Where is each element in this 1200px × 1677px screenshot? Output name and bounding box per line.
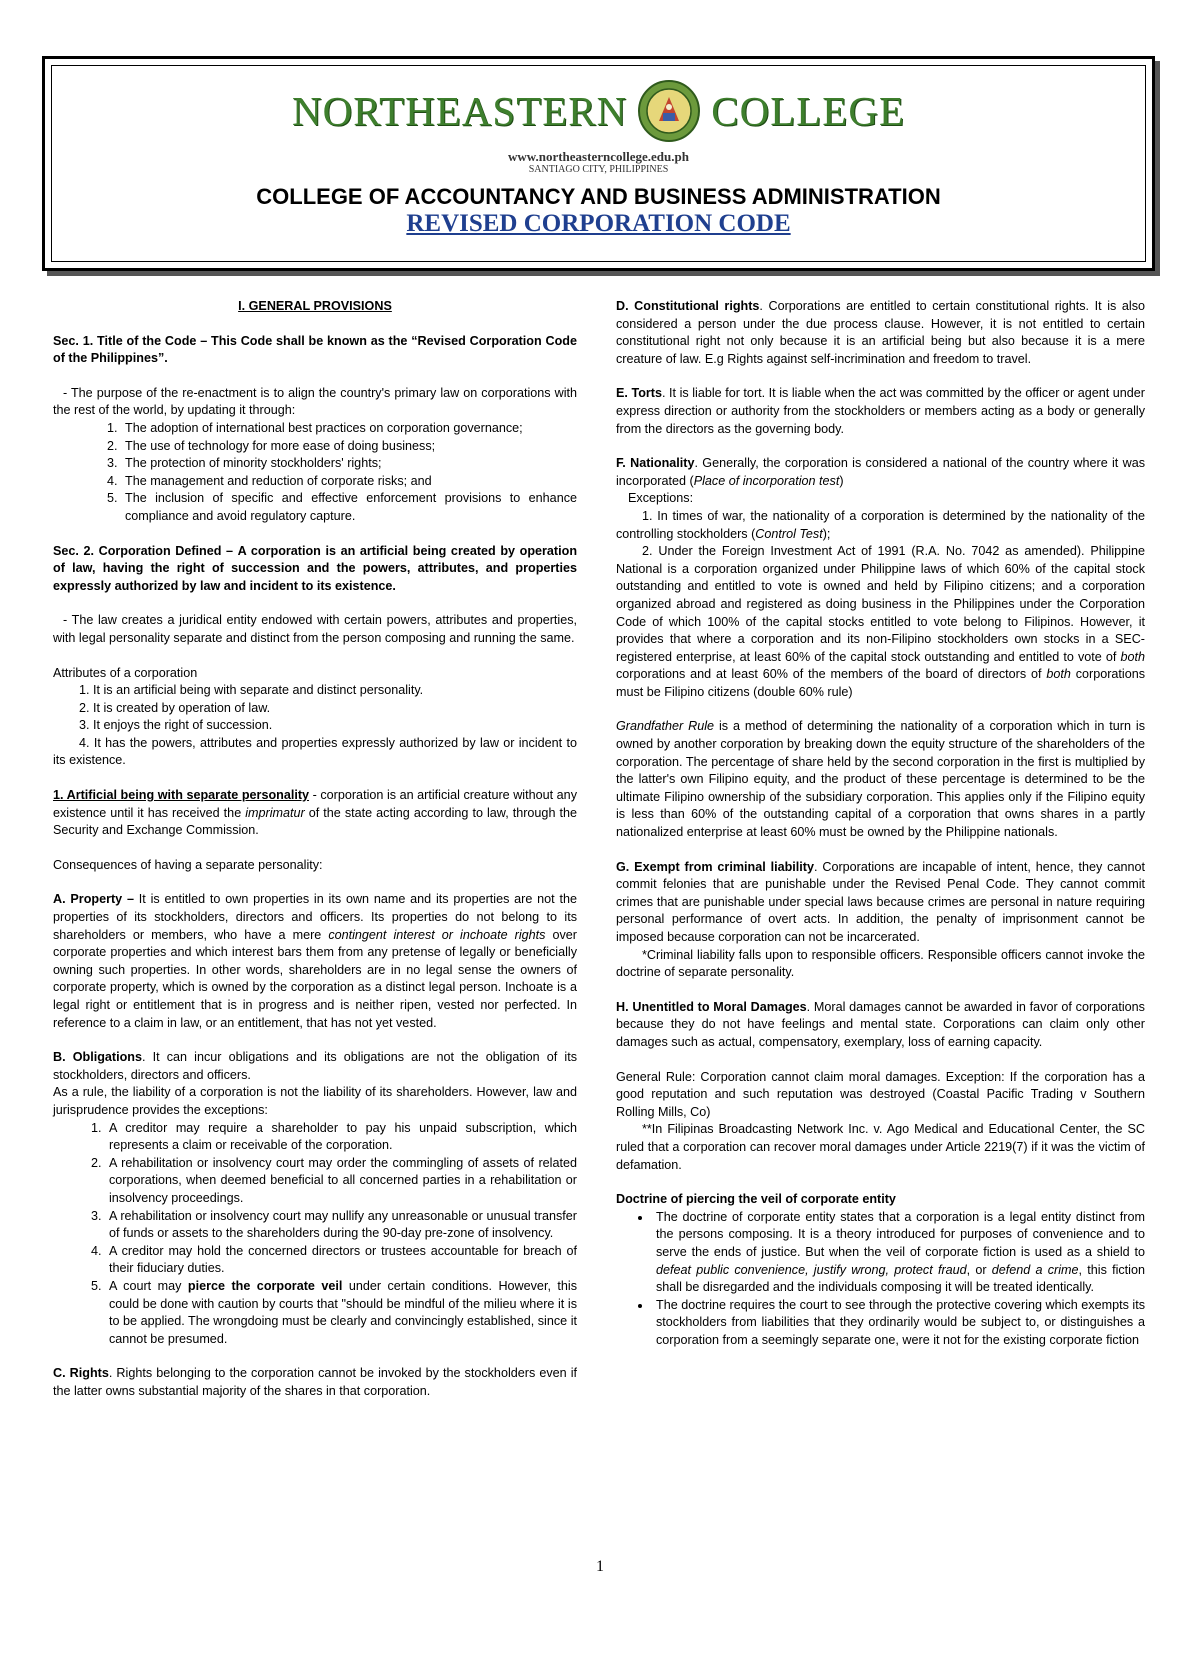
law-creates-paragraph: - The law creates a juridical entity endowed with certain powers, attributes and properties, with legal personality separate and distinct from the person composing and running the same. [53, 613, 577, 645]
doctrine-text: , this fiction shall be disregarded and the individuals composing it will be treated identically. [656, 1262, 1145, 1295]
page-number: 1 [596, 1558, 604, 1575]
list-item: 4. A creditor may hold the concerned directors or trustees accountable for breach of their fiduciary duties. [105, 1243, 577, 1278]
list-item: 2. The use of technology for more ease of doing business; [121, 438, 577, 456]
exception-war [616, 508, 1145, 543]
exception-text: A court may [109, 1278, 188, 1293]
sec2-title: Sec. 2. Corporation Defined – [53, 543, 234, 558]
grandfather-paragraph [616, 718, 1145, 841]
logo-word-right: COLLEGE [711, 88, 905, 134]
doctrine-text: , or [966, 1262, 992, 1277]
property-text: It is entitled to own properties in its own name and its properties are not the properties of its stockholders, directors and officers. Its properties do not belong to its shareholders or members, who have a mere [53, 892, 577, 942]
purpose-intro: - The purpose of the re-enactment is to align the country's primary law on corporations with the rest of the world, by updating it through: [53, 385, 577, 418]
list-item: 4. The management and reduction of corporate risks; and [121, 473, 577, 491]
doctrine-list [616, 1209, 1145, 1350]
criminal-note: *Criminal liability falls upon to responsible officers. Responsible officers cannot invoke the doctrine of separate personality. [616, 947, 1145, 980]
list-item: • The doctrine requires the court to see through the protective covering which exempts its stockholders from liabilities that they ordinarily would be subject to, or distinguishes a corporation from a seemingly separate one, were it not for the existing corporate fiction [652, 1297, 1145, 1350]
doctrine-italic: defend a crime [991, 1262, 1079, 1277]
obligations-paragraph [53, 1049, 577, 1084]
doctrine-text: The doctrine of corporate entity states that a corporation is a legal entity distinct from the persons composing. It is a theory introduced for purposes of convenience and to serve the ends of justice. But when the veil of corporate fiction is used as a shield to [656, 1209, 1145, 1259]
list-item: 3. A rehabilitation or insolvency court may nullify any unreasonable or unusual transfer of funds or assets to the shareholders during the 90-day pre-zone of insolvency. [105, 1208, 577, 1243]
attribute-item: 1. It is an artificial being with separate and distinct personality. [79, 683, 424, 698]
property-text: over corporate properties and which interest bars them from any pretense of legally or beneficially owning such properties. In other words, shareholders are in no legal sense the owners of corporate property, which is owned by the corporation as a distinct legal person. Inchoate is a legal right or entitlement that is in progress and is neither ripen, vested nor perfected. In reference to a claim in law, or an entitlement, that has not yet vested. [53, 927, 577, 1030]
list-item: 1. The adoption of international best practices on corporation governance; [121, 420, 577, 438]
control-test-term: Control Test [755, 526, 823, 541]
constitutional-label: D. Constitutional rights [616, 299, 760, 313]
exception-text: under certain conditions. However, this could be done with caution by courts that "should be mindful of the milieu where it is to be applied. The wrongdoing must be clearly and convincingly established, since it cannot be presumed. [109, 1278, 577, 1346]
nationality-text: . Generally, the corporation is considered a national of the country where it was incorporated ( [616, 456, 1146, 488]
rights-label: C. Rights [53, 1366, 109, 1381]
artificial-being-paragraph [53, 787, 577, 840]
sec1-title: Sec. 1. Title of the Code – This Code shall be known as the “Revised Corporation Code of the Philippines”. [53, 333, 577, 366]
exempt-paragraph [616, 859, 1145, 947]
incorporation-test-term: Place of incorporation test [693, 473, 840, 488]
exceptions-list [53, 1120, 577, 1349]
attribute-item: 3. It enjoys the right of succession. [79, 718, 273, 733]
college-seal-icon [637, 79, 701, 143]
constitutional-paragraph [616, 298, 1145, 368]
logo-word-left: NORTHEASTERN [291, 88, 628, 134]
torts-label: E. Torts [616, 386, 662, 401]
general-rule: General Rule: Corporation cannot claim moral damages. Exception: If the corporation has a good reputation and such reputation was destroyed (Coastal Pacific Trading v Southern Rolling Mills, Co) [616, 1069, 1145, 1119]
section-heading: I. GENERAL PROVISIONS [238, 299, 392, 313]
website-block [52, 150, 1145, 176]
obligations-rule: As a rule, the liability of a corporation is not the liability of its shareholders. However, law and jurisprudence provides the exceptions: [53, 1085, 577, 1117]
obligations-text: . It can incur obligations and its obligations are not the obligation of its stockholders, directors and officers. [53, 1050, 578, 1082]
property-paragraph [53, 891, 577, 1032]
list-item: 5. The inclusion of specific and effective enforcement provisions to enhance compliance and avoid regulatory capture. [121, 490, 577, 525]
filipinas-note: **In Filipinas Broadcasting Network Inc. v. Ago Medical and Educational Center, the SC ruled that a corporation can recover moral damages under Article 2219(7) if it was the victim of defamation. [616, 1122, 1145, 1172]
college-city: SANTIAGO CITY, PHILIPPINES [528, 164, 669, 175]
constitutional-text: . Corporations are entitled to certain constitutional rights. It is also considered a person under the due process clause. However, it is not entitled to certain constitutional right not only because it is an artificial being but also because it is a mere creature of law. E.g Rights against self-incrimination and freedom to travel. [616, 299, 1145, 366]
attribute-item: 4. It has the powers, attributes and properties expressly authorized by law or incident to its existence. [53, 735, 577, 768]
exception-fia [616, 543, 1145, 701]
college-name: COLLEGE OF ACCOUNTANCY AND BUSINESS ADMINISTRATION [256, 184, 941, 209]
header-inner-frame [51, 65, 1146, 262]
left-column [53, 298, 577, 1417]
moral-damages-text: . Moral damages cannot be awarded in favor of corporations because they do not have feelings and mental state. Corporations can claim only other damages such as actual, compensatory, exemplary, loss of earning capacity. [616, 999, 1145, 1049]
attributes-title: Attributes of a corporation [53, 665, 198, 680]
property-label: A. Property – [53, 892, 134, 907]
website-url[interactable]: www.northeasterncollege.edu.ph [508, 149, 689, 164]
list-item [105, 1278, 577, 1348]
list-item [652, 1209, 1145, 1297]
exception-text: corporations and at least 60% of the members of the board of directors of [616, 667, 1047, 682]
sec1-paragraph [53, 333, 577, 368]
sec2-paragraph [53, 543, 577, 596]
artificial-text: - corporation is an artificial creature without any existence until it has received the [53, 788, 577, 820]
consequences-title: Consequences of having a separate personality: [53, 857, 323, 872]
exception-text: corporations must be Filipino citizens (double 60% rule) [616, 667, 1145, 699]
imprimatur-term: imprimatur [245, 805, 305, 820]
right-column [616, 298, 1145, 1349]
rights-text: . Rights belonging to the corporation cannot be invoked by the stockholders even if the latter owns substantial majority of the shares in that corporation. [53, 1366, 577, 1398]
exempt-label: G. Exempt from criminal liability [616, 859, 814, 874]
nationality-text: ) [839, 473, 844, 488]
artificial-text: of the state acting according to law, through the Security and Exchange Commission. [53, 805, 577, 838]
nationality-paragraph [616, 455, 1145, 490]
moral-damages-label: H. Unentitled to Moral Damages [616, 999, 807, 1014]
exception-text: 2. Under the Foreign Investment Act of 1991 (R.A. No. 7042 as amended). Philippine National is a corporation organized under Philippine laws of which 60% of the capital stock outstanding and entitled to vote is owned and held by Filipino citizens; and a corporation organized abroad and registered as doing business in the Philippines under the Corporation Code of which 100% of the capital stocks entitled to vote belong to Filipinos. However, it provides that where a corporation and its non-Filipino stockholders own stocks in a SEC-registered enterprise, at least 60% of the capital stock outstanding and entitled to vote of [616, 544, 1145, 664]
obligations-label: B. Obligations [53, 1050, 142, 1065]
rights-paragraph [53, 1365, 577, 1400]
exception-text: ); [822, 526, 831, 541]
pierce-veil-term: pierce the corporate veil [187, 1278, 343, 1293]
both-term: both [1120, 649, 1145, 664]
header-banner [42, 56, 1155, 271]
doctrine-title [616, 1191, 1145, 1209]
list-item: 2. A rehabilitation or insolvency court may order the commingling of assets of related corporations, when deemed beneficial to all concerned parties in a rehabilitation or insolvency proceedings. [105, 1155, 577, 1208]
college-logo [52, 78, 1145, 144]
torts-paragraph [616, 385, 1145, 438]
doctrine-title-text: Doctrine of piercing the veil of corporate entity [616, 1192, 896, 1207]
exceptions-label: Exceptions: [628, 491, 694, 506]
list-item: 1. A creditor may require a shareholder to pay his unpaid subscription, which represents a claim or receivable of the corporation. [105, 1120, 577, 1155]
both-term: both [1046, 667, 1071, 682]
exception-text: 1. In times of war, the nationality of a corporation is determined by the nationality of the controlling stockholders ( [616, 508, 1145, 541]
sec2-definition: A corporation is an artificial being created by operation of law, having the right of succession and the powers, attributes, and properties expressly authorized by law and incident to its existence. [53, 543, 578, 593]
artificial-being-label: 1. Artificial being with separate personality [53, 788, 310, 803]
property-italic: contingent interest or inchoate rights [328, 927, 546, 942]
attribute-item: 2. It is created by operation of law. [79, 700, 271, 715]
list-item: 3. The protection of minority stockholders' rights; [121, 455, 577, 473]
torts-text: . It is liable for tort. It is liable when the act was committed by the officer or agent under express direction or authority from the stockholders or members acting as a body or generally from the directors as the governing body. [616, 386, 1145, 436]
exempt-text: . Corporations are incapable of intent, hence, they cannot commit felonies that are punishable under the Revised Penal Code. They cannot commit crimes that are punishable under special laws because crimes are personal in nature requiring personal performance of overt acts. In addition, the penalty of imprisonment cannot be imposed because corporation can not be incarcerated. [616, 859, 1145, 944]
grandfather-text: is a method of determining the nationality of a corporation which in turn is owned by another corporation by breaking down the equity structure of the shareholders of the corporation. The percentage of share held by the second corporation in the first is multiplied by the latter's own Filipino equity, and the product of these percentage is determined to be the ultimate Filipino ownership of the subsidiary corporation. This applies only if the Filipino equity is less than 60% of the outstanding capital of a corporation that owns shares in a partly nationalized enterprise at least 60% must be owned by the Philippine nationals. [616, 719, 1146, 840]
document-title: REVISED CORPORATION CODE [406, 210, 791, 237]
nationality-label: F. Nationality [616, 456, 695, 471]
doctrine-italic: defeat public convenience, justify wrong, protect fraud [656, 1262, 967, 1277]
grandfather-label: Grandfather Rule [616, 719, 715, 734]
purpose-list [53, 420, 577, 526]
moral-damages-paragraph [616, 999, 1145, 1052]
